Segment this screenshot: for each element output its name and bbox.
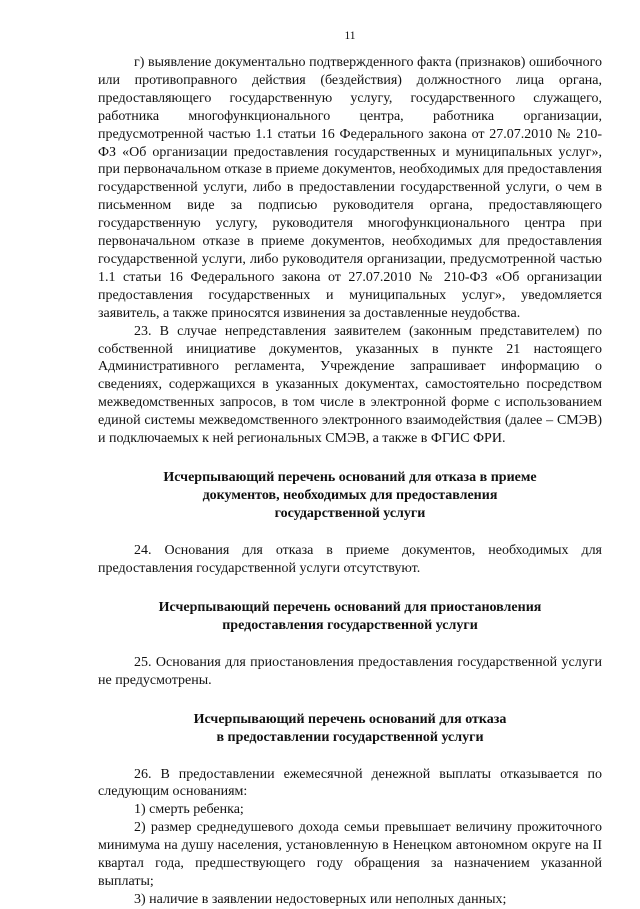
section-heading-suspension (98, 599, 602, 635)
heading-line: Исчерпывающий перечень оснований для отказа (193, 711, 507, 727)
heading-line: документов, необходимых для предоставления (202, 487, 498, 503)
heading-line: предоставления государственной услуги (222, 617, 478, 633)
spacer (98, 747, 602, 766)
list-item-2: 2) размер среднедушевого дохода семьи превышает величину прожиточного минимума на душу населения, установленную в Ненецком автономном округе на II квартал года, предшествующего году обращения за назначением указанной выплаты; (98, 820, 602, 889)
paragraph-25: 25. Основания для приостановления предоставления государственной услуги не предусмотрены. (98, 654, 602, 688)
document-page (98, 30, 602, 909)
paragraph-26: 26. В предоставлении ежемесячной денежной выплаты отказывается по следующим основаниям: (98, 766, 602, 800)
spacer (98, 635, 602, 654)
heading-line: государственной услуги (274, 505, 426, 521)
heading-line: Исчерпывающий перечень оснований для приостановления (158, 599, 542, 615)
spacer (98, 523, 602, 542)
spacer (98, 448, 602, 469)
paragraph-g: г) выявление документально подтвержденного факта (признаков) ошибочного или противоправного действия (бездействия) должностного лица органа, предоставляющего государственную услугу, государственного служащего, работника многофункционального центра, работника организации, предусмотренной частью 1.1 статьи 16 Федерального закона от 27.07.2010 № 210-ФЗ «Об организации предоставления государственных и муниципальных услуг», при первоначальном отказе в приеме документов, необходимых для предоставления государственной услуги, либо в предоставлении государственной услуги, о чем в письменном виде за подписью руководителя органа, предоставляющего государственную услугу, руководителя многофункционального центра при первоначальном отказе в приеме документов, необходимых для предоставления государственной услуги, либо руководителя организации, предусмотренной частью 1.1 статьи 16 Федерального закона от 27.07.2010 № 210-ФЗ «Об организации предоставления государственных и муниципальных услуг», уведомляется заявитель, а также приносятся извинения за доставленные неудобства. (98, 55, 602, 321)
heading-line: Исчерпывающий перечень оснований для отказа в приеме (163, 469, 537, 485)
page-number: 11 (344, 30, 356, 42)
section-heading-refusal-service (98, 711, 602, 747)
list-item-3: 3) наличие в заявлении недостоверных или неполных данных; (134, 891, 507, 907)
paragraph-23: 23. В случае непредставления заявителем (законным представителем) по собственной инициативе документов, указанных в пункте 21 настоящего Административного регламента, Учреждение запрашивает информацию о сведениях, содержащихся в указанных документах, самостоятельно посредством межведомственных запросов, в том числе в электронной форме с использованием единой системы межведомственного электронного взаимодействия (далее – СМЭВ) и подключаемых к ней региональных СМЭВ, а также в ФГИС ФРИ. (98, 323, 602, 447)
spacer (98, 690, 602, 711)
section-heading-refusal-documents (98, 469, 602, 523)
list-item-1: 1) смерть ребенка; (134, 802, 244, 818)
heading-line: в предоставлении государственной услуги (216, 729, 484, 745)
spacer (98, 578, 602, 599)
paragraph-24: 24. Основания для отказа в приеме документов, необходимых для предоставления государственной услуги отсутствуют. (98, 542, 602, 576)
